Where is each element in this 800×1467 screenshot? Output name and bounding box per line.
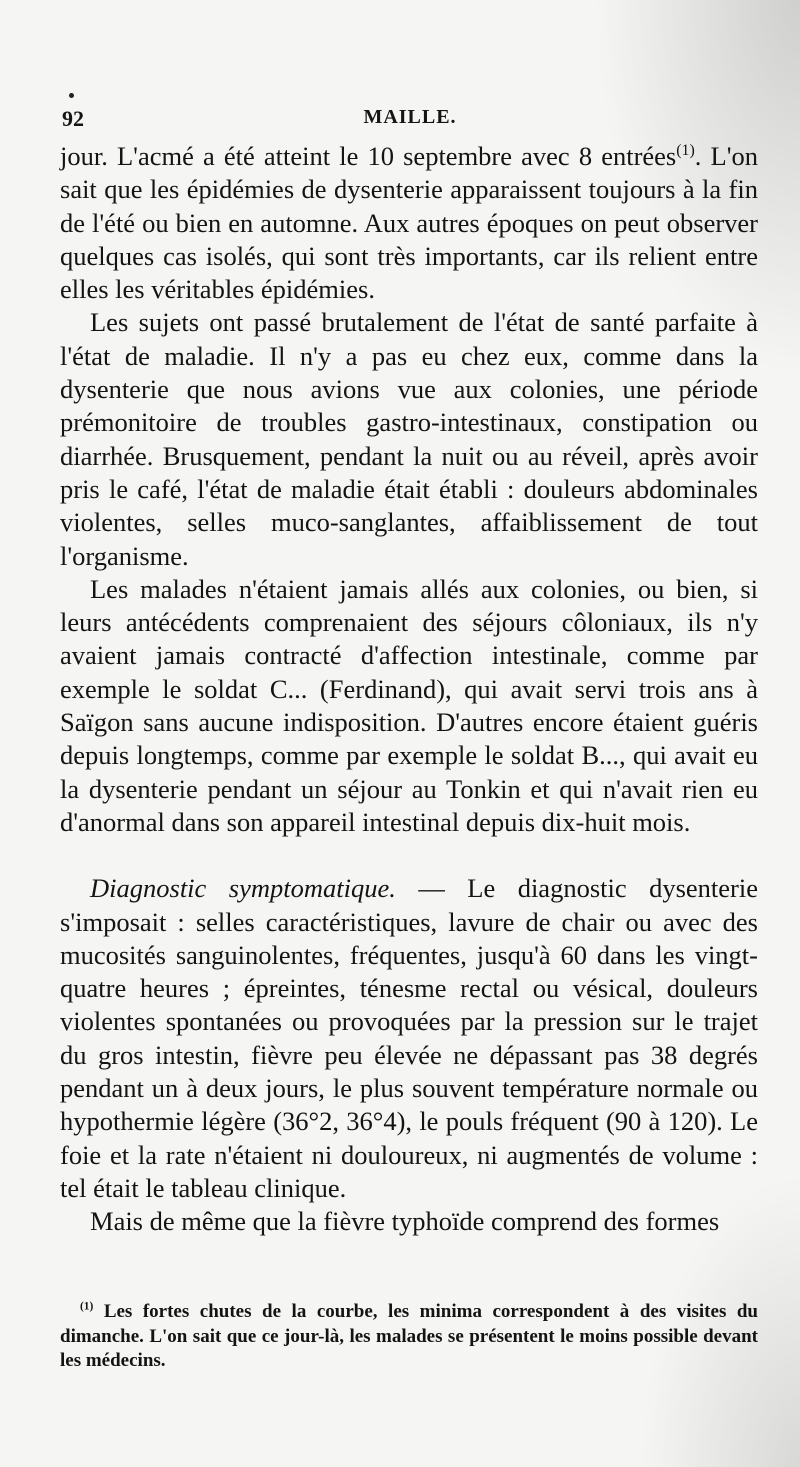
paragraph-1 bbox=[60, 140, 758, 306]
footnote-paragraph bbox=[60, 1300, 758, 1374]
paragraph-diagnostic bbox=[60, 872, 758, 1205]
footnote bbox=[60, 1300, 758, 1374]
footnote-text: Les fortes chutes de la courbe, les minima correspondent à des visites du dimanche. L'on sait que ce jour-là, les malades se présentent le moins possible devant les médecins. bbox=[60, 1301, 758, 1371]
footnote-reference: (1) bbox=[676, 142, 695, 160]
paragraph-diagnostic-text: — Le diagnostic dysenterie s'imposait : selles caractéristiques, lavure de chair ou avec des mucosités sanguinolentes, fréquentes, jusqu'à 60 dans les vingt-quatre heures ; épreintes, ténesme rectal ou vésical, douleurs violentes spontanées ou provoquées par la pression sur le trajet du gros intestin, fièvre peu élevée ne dépassant pas 38 degrés pendant un à deux jours, le plus souvent température normale ou hypothermie légère (36°2, 36°4), le pouls fréquent (90 à 120). Le foie et la rate n'étaient ni douloureux, ni augmentés de volume : tel était le tableau clinique. bbox=[60, 873, 758, 1203]
running-head: MAILLE. bbox=[363, 106, 457, 128]
page-number: 92 bbox=[62, 106, 84, 131]
paragraph-1-end: . L'on sait que les épidémies de dysenterie apparaissent toujours à la fin de l'été ou bien en automne. Aux autres époques on peut observer quelques cas isolés, qui sont très importants, car ils relient entre elles les véritables épidémies. bbox=[60, 141, 758, 305]
section-runin-heading: Diagnostic symptomatique. bbox=[90, 873, 396, 904]
paragraph-1-start: jour. L'acmé a été atteint le 10 septembre avec 8 entrées bbox=[60, 141, 677, 171]
paragraph-5: Mais de même que la fièvre typhoïde comprend des formes bbox=[90, 1206, 720, 1237]
page-header bbox=[60, 106, 760, 136]
ink-spot bbox=[69, 93, 74, 98]
paragraph-3: Les malades n'étaient jamais allés aux colonies, ou bien, si leurs antécédents comprenaient des séjours côloniaux, ils n'y avaient jamais contracté d'affection intestinale, comme par exemple le soldat C... (Ferdinand), qui avait servi trois ans à Saïgon sans aucune indisposition. D'autres encore étaient guéris depuis longtemps, comme par exemple le soldat B..., qui avait eu la dysenterie pendant un séjour au Tonkin et qui n'avait rien eu d'anormal dans son appareil intestinal depuis dix-huit mois. bbox=[60, 573, 758, 837]
footnote-marker: (1) bbox=[80, 1300, 94, 1313]
main-text bbox=[60, 140, 758, 1239]
paragraph-2: Les sujets ont passé brutalement de l'état de santé parfaite à l'état de maladie. Il n'y a pas eu chez eux, comme dans la dysenterie que nous avions vue aux colonies, une période prémonitoire de troubles gastro-intestinaux, constipation ou diarrhée. Brusquement, pendant la nuit ou au réveil, après avoir pris le café, l'état de maladie était établi : douleurs abdominales violentes, selles muco-sanglantes, affaiblissement de tout l'organisme. bbox=[60, 307, 758, 571]
